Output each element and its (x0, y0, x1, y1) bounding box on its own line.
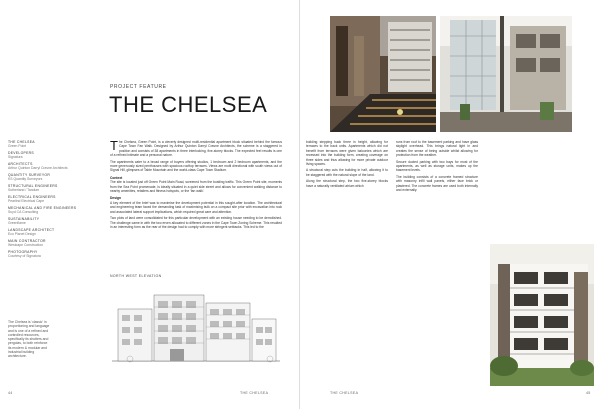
article-body-column-1 (110, 140, 282, 231)
credit-role: ELECTRICAL ENGINEERS (8, 195, 56, 199)
credit-role: QUANTITY SURVEYOR (8, 173, 51, 177)
credit-name: Arthur Quinton Darryl Cravne Architects (8, 166, 68, 170)
paragraph-r2: runs from roof to the basement parking and have glass skylight overhead. This brings natural light in and creates the sense of being outside whilst allowing for protection from the weather. (396, 140, 478, 158)
credit-entry (8, 239, 94, 247)
paragraph-r2c: The building consists of a concrete framed structure with masonry infill wall panels, either face brick or plastered. The concrete frames are used both internally and externally. (396, 174, 478, 193)
credit-name: Suyd CA Consulting (8, 210, 39, 214)
project-credits (8, 140, 94, 261)
intro-text: he Chelsea, Green Point, is a cleverly designed multi-residential apartment block situated behind the famous Cape Town Fan Walk. Designed by Arthur Quinton Darryl Cravne Architects, the scheme is a staggered in position and consists of 38 apartments in three interlocking, five-storey blocks. The expected feel results is one of a refined intimate and a personal nature. (110, 140, 282, 158)
credit-role: DEVELOPERS (8, 151, 34, 155)
credit-entry (8, 184, 94, 192)
credit-role: MECHANICAL AND FIRE ENGINEERS (8, 206, 77, 210)
design-heading: Design (110, 196, 121, 201)
north-west-elevation-drawing (110, 279, 282, 371)
paragraph-r1c: Along the structural step, the two five-storey blocks have a naturally ventilated atrium which (306, 179, 388, 188)
credit-role: MAIN CONTRACTOR (8, 239, 46, 243)
credit-entry (8, 206, 94, 214)
paragraph-r1b: A structural step cuts the building in half, allowing it to be staggered with the natural slope of the land. (306, 168, 388, 177)
credit-entry (8, 173, 94, 181)
credit-entry (8, 151, 94, 159)
credit-entry (8, 250, 94, 258)
credit-role: THE CHELSEA (8, 140, 35, 144)
credit-name: KS Quantity Surveyors (8, 177, 43, 181)
design-paragraph: A key element of the brief was to maximise the development potential in this sought-after location. The architectural and engineering team faced the demanding task of maximising bulk on a compact site prior with excavation into rock and associated lateral support implications, which required great care and attention. (110, 200, 282, 214)
credit-name: Sutherland / Tandum (8, 188, 40, 192)
page-number-right: 45 (586, 391, 591, 395)
credit-role: STRUCTURAL ENGINEERS (8, 184, 58, 188)
credit-name: Greenflame (8, 221, 26, 225)
paragraph-2: The apartments cater to a broad range of buyers offering studios, 1 bedroom and 2 bedroom apartments, and the more generously sized penthouses with spacious rooftop terraces. Views are multi directional with south views out of Signal Hill, glimpses of Table Mountain and the world-class Cape Town Stadium. (110, 159, 282, 173)
running-head-left: THE CHELSEA (240, 391, 269, 395)
elevation-label: NORTH WEST ELEVATION (110, 274, 162, 278)
paragraph-r2b: Secure ducted parking with two bays for most of the apartments, as well as storage units, makes up the basement levels. (396, 159, 478, 173)
article-title: THE CHELSEA (109, 92, 268, 117)
credit-role: ARCHITECTS (8, 162, 33, 166)
article-body-column-3 (306, 140, 388, 190)
credit-name: Westcape Construction (8, 243, 43, 247)
right-page (300, 0, 600, 409)
photo-courtyard-stairs (330, 16, 436, 132)
article-body-column-4 (396, 140, 478, 194)
intro-paragraph (110, 140, 282, 158)
image-caption: The Chelsea is 'classic' in proportioning and language and is one of a refined and controlled resources, specifically its shutters and pergolas, to both reinforce its modern & modular and industrial building architecture. (8, 320, 50, 359)
credit-name: Courtesy of Signatura (8, 254, 41, 258)
page-number-left: 44 (8, 391, 13, 395)
credit-name: Pearlind Electrical Cape (8, 199, 45, 203)
credit-role: SUSTAINABILITY (8, 217, 40, 221)
credit-entry (8, 228, 94, 236)
paragraph-r1: building stepping back three in height, allowing for terraces to the back units. Apartments which did not benefit from terraces were given balconies which are recessed into the building form, creating coverage on three sides and thus allowing for more private outdoor living spaces. (306, 140, 388, 167)
drop-cap: T (110, 138, 118, 153)
credit-name: Green Point (8, 144, 27, 148)
credit-name: Eco Planet Design (8, 232, 36, 236)
photo-atrium-interior (440, 16, 572, 132)
credit-entry (8, 195, 94, 203)
credit-entry (8, 162, 94, 170)
section-kicker: PROJECT FEATURE (110, 84, 167, 90)
credit-entry (8, 217, 94, 225)
credit-role: PHOTOGRAPHY (8, 250, 38, 254)
context-heading: Context (110, 175, 123, 180)
credit-role: LANDSCAPE ARCHITECT (8, 228, 55, 232)
running-head-right: THE CHELSEA (330, 391, 359, 395)
design-paragraph-2: Two plots of land were consolidated for this particular development with an existing house needing to be demolished. The challenge came in with the two erven allocated to different zones in the Cape Town Zoning Scheme. This resulted in an interesting form as the rear of the design had to comply with more stringent setbacks. This led to the (110, 216, 282, 229)
context-paragraph: The site is located just off Green Point Main Road, screened from the bustling traffic. This Green Point site, moments from the Sea Point promenade, is ideally situated in a quiet side street and allows for convenient walking distance to nearby amenities, retailers and fitness hotspots, or the 'fan walk'. (110, 180, 282, 194)
credit-name: Signatura (8, 155, 23, 159)
credit-entry (8, 140, 94, 148)
photo-exterior-facade (490, 244, 594, 386)
